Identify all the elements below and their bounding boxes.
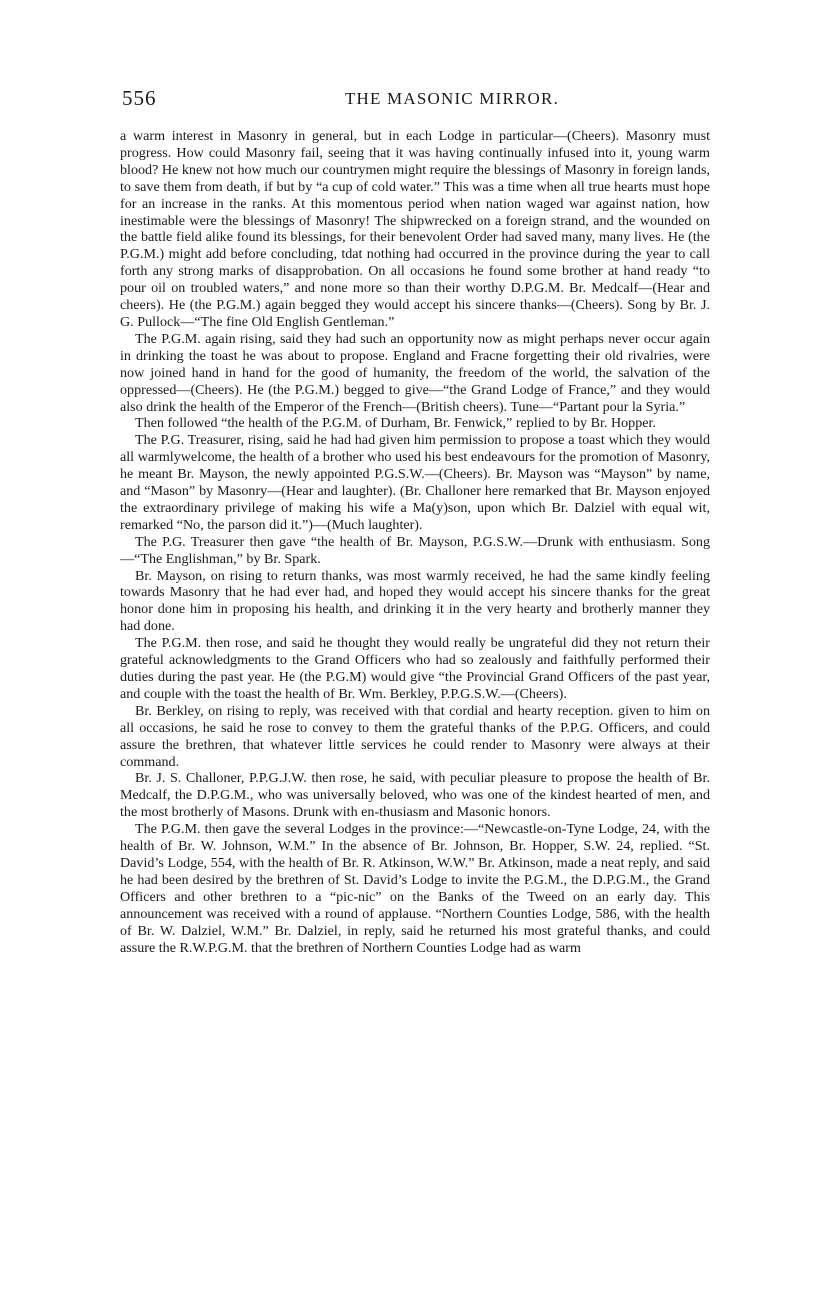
paragraph-9: Br. J. S. Challoner, P.P.G.J.W. then rose, he said, with peculiar pleasure to propose the health of Br. Medcalf, the D.P.G.M., who was universally beloved, who was one of the kindest hearted of men, and the most brotherly of Masons. Drunk with en-thusiasm and Masonic honors.	[120, 770, 710, 821]
article-body	[120, 128, 710, 956]
paragraph-1: a warm interest in Masonry in general, but in each Lodge in particular—(Cheers). Masonry must progress. How could Masonry fail, seeing that it was having continually infused into it, young warm blood? He knew not how much our countrymen might require the blessings of Masonry in foreign lands, to save them from death, if but by “a cup of cold water.” This was a time when all true hearts must hope for an increase in the ranks. At this momentous period when nation waged war against nation, how inestimable were the blessings of Masonry! The shipwrecked on a foreign strand, and the wounded on the battle field alike found its blessings, for their benevolent Order had saved many, many lives. He (the P.G.M.) might add before concluding, tdat nothing had occurred in the province during the year to call forth any strong marks of disapprobation. On all occasions he found some brother at hand ready “to pour oil on troubled waters,” and none more so than their worthy D.P.G.M. Br. Medcalf—(Hear and cheers). He (the P.G.M.) again begged they would accept his sincere thanks—(Cheers). Song by Br. J. G. Pullock—“The fine Old English Gentleman.”	[120, 128, 710, 330]
paragraph-7: The P.G.M. then rose, and said he thought they would really be ungrateful did they not return their grateful acknowledgments to the Grand Officers who had so zealously and faithfully performed their duties during the past year. He (the P.G.M) would give “the Provincial Grand Officers of the past year, and couple with the toast the health of Br. Wm. Berkley, P.P.G.S.W.—(Cheers).	[120, 635, 710, 702]
paragraph-2: The P.G.M. again rising, said they had such an opportunity now as might perhaps never occur again in drinking the toast he was about to propose. England and Fracne forgetting their old rivalries, were now joined hand in hand for the good of humanity, the freedom of the world, the salvation of the oppressed—(Cheers). He (the P.G.M.) begged to give—“the Grand Lodge of France,” and they would also drink the health of the Emperor of the French—(British cheers). Tune—“Partant pour la Syria.”	[120, 330, 710, 415]
paragraph-6: Br. Mayson, on rising to return thanks, was most warmly received, he had the same kindly feeling towards Masonry that he had ever had, and hoped they would accept his sincere thanks for the great honor done him in proposing his health, and drinking it in the very hearty and brotherly manner they had done.	[120, 567, 710, 635]
paragraph-5: The P.G. Treasurer then gave “the health of Br. Mayson, P.G.S.W.—Drunk with enthusiasm. Song—“The Englishman,” by Br. Spark.	[120, 533, 710, 567]
paragraph-10: The P.G.M. then gave the several Lodges in the province:—“Newcastle-on-Tyne Lodge, 24, with the health of Br. W. Johnson, W.M.” In the absence of Br. Johnson, Br. Hopper, S.W. 24, replied. “St. David’s Lodge, 554, with the health of Br. R. Atkinson, W.W.” Br. Atkinson, made a neat reply, and said he had been desired by the brethren of St. David’s Lodge to invite the P.G.M., the D.P.G.M., the Grand Officers and other brethren to a “pic-nic” on the Banks of the Tweed on an early day. This announcement was received with a round of applause. “Northern Counties Lodge, 586, with the health of Br. W. Dalziel, W.M.” Br. Dalziel, in reply, said he returned his most grateful thanks, and could assure the R.W.P.G.M. that the brethren of Northern Counties Lodge had as warm	[120, 821, 710, 956]
paragraph-8: Br. Berkley, on rising to reply, was received with that cordial and hearty reception. given to him on all occasions, he said he rose to convey to them the grateful thanks of the P.P.G. Officers, and could assure the brethren, that whatever little services he could render to Masonry were always at their command.	[120, 702, 710, 770]
paragraph-4: The P.G. Treasurer, rising, said he had had given him permission to propose a toast which they would all warmlywelcome, the health of a brother who used his best endeavours for the promotion of Masonry, he meant Br. Mayson, the newly appointed P.G.S.W.—(Cheers). Br. Mayson was “Mayson” by name, and “Mason” by Masonry—(Hear and laughter). (Br. Challoner here remarked that Br. Mayson enjoyed the extraordinary privilege of making his wife a Ma(y)son, upon which Br. Dalziel with equal wit, remarked “No, the parson did it.”)—(Much laughter).	[120, 432, 710, 533]
paragraph-3: Then followed “the health of the P.G.M. of Durham, Br. Fenwick,” replied to by Br. Hopper.	[135, 415, 656, 432]
page-number: 556	[122, 86, 157, 110]
page-header	[122, 86, 712, 116]
running-title: THE MASONIC MIRROR.	[344, 89, 560, 108]
